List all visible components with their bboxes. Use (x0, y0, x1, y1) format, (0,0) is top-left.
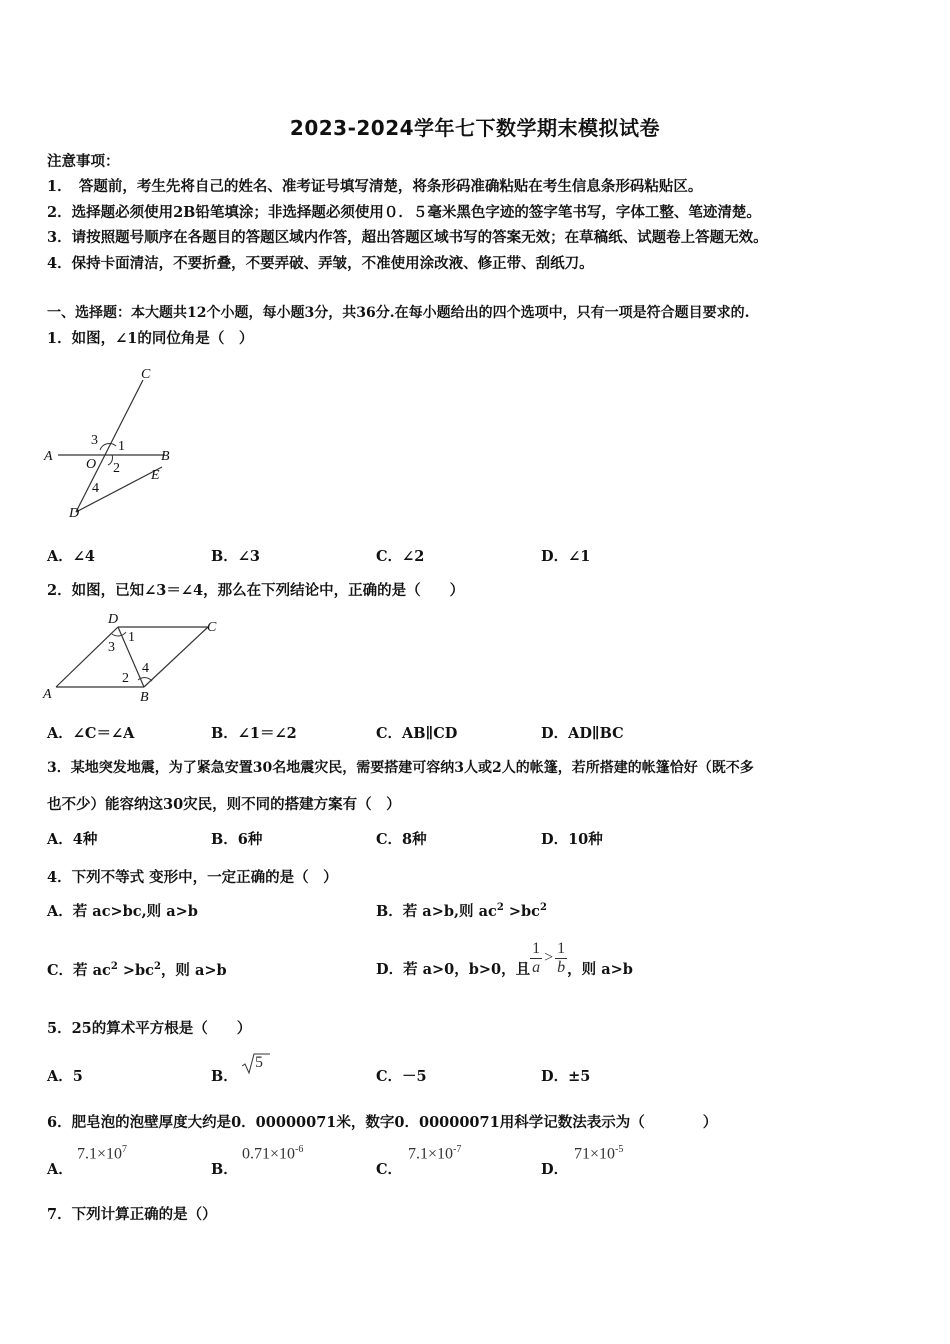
greater-than: > (544, 949, 554, 966)
q4-stem: 4．下列不等式 变形中，一定正确的是（ ） (47, 869, 338, 886)
q4-option-c-text: C．若 ac (47, 962, 111, 979)
q6-option-a-base: 7.1×10 (77, 1145, 123, 1163)
q6-option-b-exp: -6 (295, 1144, 304, 1155)
q6-option-a-exp: 7 (122, 1144, 128, 1155)
q6-option-b-label: B． (211, 1161, 238, 1178)
label-b: B (161, 449, 170, 464)
q3-stem-line2: 也不少）能容纳这30灾民，则不同的搭建方案有（ ） (47, 796, 401, 813)
notice-item: 1． 答题前，考生先将自己的姓名、准考证号填写清楚，将条形码准确粘贴在考生信息条形码粘贴区。 (47, 178, 703, 195)
fraction-1-over-b (555, 940, 567, 977)
label-a: A (44, 449, 53, 464)
label-c: C (207, 620, 217, 635)
q2-option-d: D．AD∥BC (541, 725, 624, 742)
label-d: D (108, 612, 119, 627)
q4-option-c-mid: >bc (117, 962, 154, 979)
q2-option-c: C．AB∥CD (376, 725, 458, 742)
q1-figure (40, 362, 190, 524)
q1-option-c: C．∠2 (376, 548, 425, 565)
fraction-denominator: a (532, 958, 541, 976)
sqrt-radicand: 5 (255, 1054, 263, 1071)
q5-option-b: B． (211, 1068, 238, 1085)
q7-stem: 7．下列计算正确的是（） (47, 1206, 217, 1223)
q6-option-d-label: D． (541, 1161, 569, 1178)
q6-option-d-value (574, 1144, 623, 1163)
q1-stem: 1．如图，∠1的同位角是（ ） (47, 330, 254, 347)
q6-option-c-value (408, 1144, 461, 1163)
q6-option-a-label: A． (47, 1161, 73, 1178)
angle-1-label: 1 (118, 439, 125, 454)
label-c: C (141, 367, 151, 382)
angle-4-label: 4 (92, 481, 99, 496)
q6-option-c-exp: -7 (453, 1144, 462, 1155)
q5-option-a: A．5 (47, 1068, 83, 1085)
q6-option-b-base: 0.71×10 (242, 1145, 296, 1163)
q4-option-c (47, 959, 227, 980)
fraction-numerator: 1 (557, 939, 566, 957)
label-d: D (69, 506, 80, 521)
angle-3-label: 3 (91, 433, 98, 448)
q6-option-a-value (77, 1144, 127, 1163)
q5-stem: 5．25的算术平方根是（ ） (47, 1020, 252, 1037)
q3-stem-line1: 3．某地突发地震，为了紧急安置30名地震灾民，需要搭建可容纳3人或2人的帐篷，若所搭建的帐篷恰好（既不多 (47, 760, 754, 776)
fraction-numerator: 1 (532, 939, 541, 957)
notice-item: 3．请按照题号顺序在各题目的答题区域内作答，超出答题区域书写的答案无效；在草稿纸、试题卷上答题无效。 (47, 229, 768, 246)
angle-arc (112, 632, 126, 636)
q6-option-d-exp: -5 (615, 1144, 624, 1155)
q4-option-d-text: D．若 a>0，b>0，且 (376, 960, 531, 978)
q3-option-b: B．6种 (211, 831, 263, 848)
side-bc (144, 627, 208, 687)
label-a: A (43, 687, 52, 702)
q3-option-d: D．10种 (541, 831, 603, 848)
angle-4-label: 4 (142, 661, 149, 676)
q4-option-c-sq2: 2 (153, 961, 161, 973)
q5-option-c: C．－5 (376, 1068, 427, 1085)
q2-option-a: A．∠C＝∠A (47, 725, 135, 742)
q6-stem: 6．肥皂泡的泡壁厚度大约是0．00000071米，数字0．00000071用科学记数法表示为（ ） (47, 1114, 718, 1131)
angle-1-label: 1 (128, 630, 135, 645)
q4-option-c-post: ，则 a>b (160, 962, 227, 979)
q4-option-c-sq: 2 (110, 961, 118, 973)
q4-option-a: A．若 ac>bc,则 a>b (47, 903, 198, 920)
q3-option-a: A．4种 (47, 831, 98, 848)
q2-stem: 2．如图，已知∠3＝∠4，那么在下列结论中，正确的是（ ） (47, 582, 465, 599)
q4-option-b-sq2: 2 (539, 902, 547, 914)
q2-figure (40, 606, 230, 706)
notice-item: 4．保持卡面清洁，不要折叠，不要弄破、弄皱，不准使用涂改液、修正带、刮纸刀。 (47, 255, 594, 272)
q4-option-b-sq: 2 (496, 902, 504, 914)
q6-option-c-base: 7.1×10 (408, 1145, 454, 1163)
angle-arc (108, 455, 113, 465)
q5-option-d: D．±5 (541, 1068, 591, 1085)
q1-option-d: D．∠1 (541, 548, 591, 565)
q6-option-b-value (242, 1144, 303, 1163)
fraction-1-over-a (530, 940, 542, 977)
label-b: B (140, 690, 149, 705)
angle-2-label: 2 (113, 461, 120, 476)
angle-2-label: 2 (122, 671, 129, 686)
label-o: O (86, 457, 97, 472)
q4-option-d (376, 935, 633, 981)
q4-option-d-post: ，则 a>b (567, 960, 633, 978)
q6-option-c-label: C． (376, 1161, 403, 1178)
notice-item: 2．选择题必须使用2B铅笔填涂；非选择题必须使用０．５毫米黑色字迹的签字笔书写，字体工整、笔迹清楚。 (47, 204, 761, 221)
fraction-denominator: b (557, 958, 566, 976)
page-title: 2023-2024学年七下数学期末模拟试卷 (289, 116, 661, 140)
q2-option-b: B．∠1＝∠2 (211, 725, 297, 742)
q1-option-b: B．∠3 (211, 548, 260, 565)
label-e: E (151, 468, 160, 483)
q4-option-b (376, 900, 547, 921)
q1-option-a: A．∠4 (47, 548, 95, 565)
side-ad (56, 627, 118, 687)
angle-3-label: 3 (108, 640, 115, 655)
line-cd (76, 380, 143, 512)
q6-option-d-base: 71×10 (574, 1145, 616, 1163)
q4-option-b-text: B．若 a>b,则 ac (376, 903, 497, 920)
q4-option-b-mid: >bc (503, 903, 540, 920)
q3-option-c: C．8种 (376, 831, 427, 848)
notice-heading: 注意事项： (47, 153, 120, 170)
section-heading: 一、选择题：本大题共12个小题，每小题3分，共36分.在每小题给出的四个选项中，只有一项是符合题目要求的. (47, 305, 750, 321)
